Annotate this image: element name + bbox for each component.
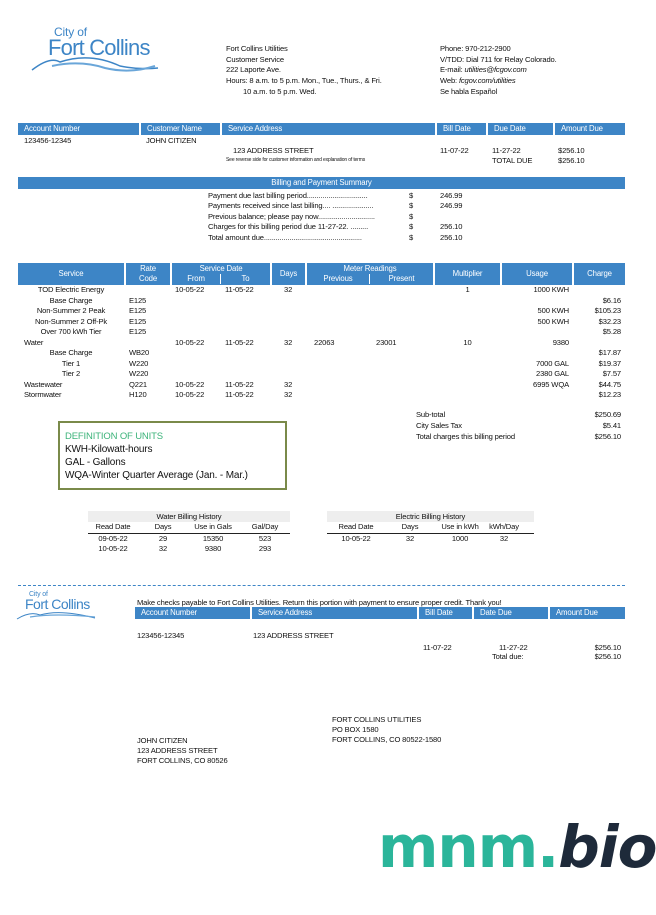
service-row xyxy=(0,306,643,316)
usage: 500 KWH xyxy=(537,316,569,326)
summary-value: 246.99 xyxy=(440,191,463,200)
history-cell: 10-05-22 xyxy=(341,534,371,543)
summary-currency: $ xyxy=(409,191,414,200)
logo-small-text: City of xyxy=(29,591,48,598)
email-link[interactable]: utilities@fcgov.com xyxy=(464,65,527,74)
history-cell: 32 xyxy=(499,534,509,543)
charge: $7.57 xyxy=(602,369,621,378)
service-row xyxy=(0,359,643,369)
summary-label: Previous balance; please pay now............................. xyxy=(208,212,375,221)
charge: $5.28 xyxy=(602,327,621,336)
th-service-date-label: Service Date xyxy=(199,264,243,273)
history-cell: 9380 xyxy=(204,544,222,553)
watermark xyxy=(378,812,656,882)
date-from: 10-05-22 xyxy=(175,285,205,294)
unit-line: WQA-Winter Quarter Average (Jan. - Mar.) xyxy=(65,470,248,481)
stub-col-bill-date: Bill Date xyxy=(419,607,474,619)
date-to: 11-05-22 xyxy=(225,379,254,389)
contact-line: 10 a.m. to 5 p.m. Wed. xyxy=(243,87,317,96)
history-cell: 32 xyxy=(405,534,415,543)
contact-line: Fort Collins Utilities xyxy=(226,44,288,53)
logo-big-text: Fort Collins xyxy=(25,596,90,612)
customer-line: 123 ADDRESS STREET xyxy=(137,746,218,755)
service-row xyxy=(0,338,643,348)
summary-label: Total amount due.................................................. xyxy=(208,233,362,242)
service-name: Non-Summer 2 Peak xyxy=(36,306,106,315)
total-label: Total charges this billing period xyxy=(416,432,515,441)
meter-present: 23001 xyxy=(376,337,397,347)
summary-value: 246.99 xyxy=(440,201,463,210)
date-to: 11-05-22 xyxy=(225,390,254,399)
service-row xyxy=(0,317,643,327)
service-name: Non-Summer 2 Off-Pk xyxy=(34,316,108,326)
charge: $6.16 xyxy=(602,295,621,305)
history-col-header: Gal/Day xyxy=(251,522,279,531)
charge: $44.75 xyxy=(598,379,621,389)
col-account-number: Account Number xyxy=(18,123,141,135)
th-previous: Previous xyxy=(307,274,370,284)
watermark-part1: mnm. xyxy=(378,813,559,881)
remit-line: FORT COLLINS, CO 80522-1580 xyxy=(332,735,442,744)
remit-address xyxy=(332,715,441,745)
summary-currency: $ xyxy=(409,201,414,210)
date-to: 11-05-22 xyxy=(225,337,254,347)
tear-off-line xyxy=(18,585,625,586)
wave-icon xyxy=(15,609,100,621)
account-number: 123456-12345 xyxy=(24,136,72,145)
customer-address xyxy=(137,736,228,766)
history-title: Electric Billing History xyxy=(327,511,534,522)
total-label: Sub-total xyxy=(416,410,446,419)
rate-code: W220 xyxy=(129,369,149,378)
usage: 9380 xyxy=(552,337,569,347)
date-from: 10-05-22 xyxy=(175,337,205,347)
web xyxy=(440,76,515,86)
stub-account-number: 123456-12345 xyxy=(137,631,185,640)
city-logo xyxy=(30,26,165,76)
service-row xyxy=(0,327,643,337)
usage: 6995 WQA xyxy=(533,379,569,389)
service-row xyxy=(0,390,643,400)
customer-line: JOHN CITIZEN xyxy=(137,736,188,745)
contact-line: Customer Service xyxy=(226,55,284,64)
stub-col-amount-due: Amount Due xyxy=(550,607,625,619)
stub-date-due: 11-27-22 xyxy=(499,643,528,652)
multiplier: 10 xyxy=(463,337,472,347)
service-name: Over 700 kWh Tier xyxy=(40,327,102,336)
service-table-header xyxy=(18,263,625,285)
history-title: Water Billing History xyxy=(88,511,290,522)
service-row xyxy=(0,285,643,295)
rate-code: E125 xyxy=(129,327,147,336)
history-cell: 29 xyxy=(158,534,168,543)
customer-name: JOHN CITIZEN xyxy=(146,136,197,145)
date-from: 10-05-22 xyxy=(175,379,205,389)
th-usage: Usage xyxy=(502,263,572,285)
stub-logo xyxy=(15,591,100,623)
summary-label: Payment due last billing period............................... xyxy=(208,191,368,200)
col-customer-name: Customer Name xyxy=(141,123,222,135)
rate-code: E125 xyxy=(129,316,147,326)
history-col-header: Days xyxy=(401,522,419,531)
remit-line: FORT COLLINS UTILITIES xyxy=(332,715,422,724)
stub-bill-date: 11-07-22 xyxy=(423,643,452,652)
usage: 2380 GAL xyxy=(536,369,569,378)
wave-icon xyxy=(30,54,165,74)
vtdd: V/TDD: Dial 711 for Relay Colorado. xyxy=(440,55,557,64)
meter-previous: 22063 xyxy=(314,337,335,347)
date-to: 11-05-22 xyxy=(225,285,254,294)
phone: Phone: 970-212-2900 xyxy=(440,44,511,53)
service-row xyxy=(0,348,643,358)
units-title: DEFINITION OF UNITS xyxy=(65,431,163,442)
logo-small-text: City of xyxy=(54,25,87,39)
summary-currency: $ xyxy=(409,222,414,231)
email xyxy=(440,65,527,75)
remit-line: PO BOX 1580 xyxy=(332,725,379,734)
days: 32 xyxy=(284,285,293,294)
history-col-header: Use in Gals xyxy=(194,522,232,531)
history-col-header: Read Date xyxy=(338,522,374,531)
th-rate: Rate xyxy=(140,264,156,273)
summary-currency: $ xyxy=(409,212,414,221)
service-name: TOD Electric Energy xyxy=(37,285,105,294)
service-address: 123 ADDRESS STREET xyxy=(233,146,314,155)
th-meter-label: Meter Readings xyxy=(343,264,397,273)
stub-header-bar xyxy=(135,607,625,619)
total-value: $250.69 xyxy=(594,410,621,419)
service-name: Tier 2 xyxy=(61,369,81,378)
rate-code: H120 xyxy=(129,390,147,399)
summary-value: 256.10 xyxy=(440,233,463,242)
th-days: Days xyxy=(272,263,305,285)
service-name: Base Charge xyxy=(49,348,93,357)
charge: $19.37 xyxy=(598,358,621,368)
days: 32 xyxy=(284,379,293,389)
units-definition-box xyxy=(58,421,287,490)
stub-col-date-due: Date Due xyxy=(474,607,550,619)
logo-big-text: Fort Collins xyxy=(48,35,150,60)
history-col-header: Read Date xyxy=(95,522,131,531)
total-value: $256.10 xyxy=(594,432,621,441)
reverse-note: See reverse side for customer information and explanation of terms xyxy=(226,157,366,163)
service-name: Tier 1 xyxy=(61,358,81,368)
date-from: 10-05-22 xyxy=(175,390,205,399)
col-bill-date: Bill Date xyxy=(437,123,488,135)
usage: 7000 GAL xyxy=(536,358,569,368)
rate-code: WB20 xyxy=(129,348,150,357)
stub-instruction: Make checks payable to Fort Collins Utilities. Return this portion with payment to ensure proper credit. Thank you! xyxy=(137,598,502,607)
stub-total-due: $256.10 xyxy=(594,652,621,661)
web-link[interactable]: fcgov.com/utilities xyxy=(458,76,516,85)
history-cell: 32 xyxy=(158,544,168,553)
total-label: City Sales Tax xyxy=(416,421,462,430)
th-meter xyxy=(307,263,433,285)
service-name: Base Charge xyxy=(49,295,93,305)
history-cell: 10-05-22 xyxy=(98,544,128,553)
summary-value: 256.10 xyxy=(440,222,463,231)
rate-code: W220 xyxy=(129,358,149,368)
contact-line: 222 Laporte Ave. xyxy=(226,65,281,74)
service-name: Wastewater xyxy=(24,379,63,389)
web-label: Web: xyxy=(440,76,459,85)
email-label: E-mail: xyxy=(440,65,465,74)
summary-title: Billing and Payment Summary xyxy=(18,177,625,189)
th-multiplier: Multiplier xyxy=(435,263,500,285)
contact-line: Hours: 8 a.m. to 5 p.m. Mon., Tue., Thurs., & Fri. xyxy=(226,76,382,85)
charge: $12.23 xyxy=(598,390,621,399)
history-cell: 523 xyxy=(258,534,272,543)
col-due-date: Due Date xyxy=(488,123,555,135)
stub-total-due-label: Total due: xyxy=(492,652,524,661)
unit-line: GAL - Gallons xyxy=(65,457,126,468)
electric-billing-history xyxy=(327,511,534,551)
stub-amount-due: $256.10 xyxy=(594,643,621,652)
col-amount-due: Amount Due xyxy=(555,123,625,135)
stub-col-account-number: Account Number xyxy=(135,607,252,619)
days: 32 xyxy=(284,390,293,399)
stub-service-address: 123 ADDRESS STREET xyxy=(253,631,334,640)
col-service-address: Service Address xyxy=(222,123,437,135)
charge: $32.23 xyxy=(598,316,621,326)
account-header-bar xyxy=(18,123,625,135)
summary-label: Payments received since last billing.... ..................... xyxy=(208,201,374,210)
bill-date: 11-07-22 xyxy=(440,146,469,155)
history-cell: 15350 xyxy=(202,534,224,543)
history-cell: 09-05-22 xyxy=(98,534,128,543)
usage: 500 KWH xyxy=(537,306,569,315)
water-billing-history xyxy=(88,511,290,561)
rate-code: E125 xyxy=(129,295,147,305)
total-due-label: TOTAL DUE xyxy=(492,156,533,165)
summary-currency: $ xyxy=(409,233,414,242)
rate-code: Q221 xyxy=(129,379,147,389)
history-cell: 293 xyxy=(258,544,272,553)
th-present: Present xyxy=(388,274,415,283)
service-name: Stormwater xyxy=(24,390,62,399)
history-col-header: Use in kWh xyxy=(441,522,479,531)
service-row xyxy=(0,369,643,379)
charge: $17.87 xyxy=(598,348,621,357)
th-service: Service xyxy=(18,263,124,285)
service-name: Water xyxy=(24,337,44,347)
th-rate-code xyxy=(126,263,170,285)
days: 32 xyxy=(284,337,293,347)
th-service-date xyxy=(172,263,270,285)
th-code: Code xyxy=(138,274,158,283)
total-value: $5.41 xyxy=(602,421,621,430)
history-cell: 1000 xyxy=(451,534,469,543)
watermark-part2: bio xyxy=(558,813,656,881)
summary-label: Charges for this billing period due 11-27-22. ......... xyxy=(208,222,369,231)
history-col-header: kWh/Day xyxy=(489,522,519,531)
th-to: To xyxy=(241,274,250,283)
th-charge: Charge xyxy=(574,263,625,285)
unit-line: KWH-Kilowatt-hours xyxy=(65,444,153,455)
usage: 1000 KWH xyxy=(533,285,569,294)
customer-line: FORT COLLINS, CO 80526 xyxy=(137,756,228,765)
total-due: $256.10 xyxy=(558,156,585,165)
multiplier: 1 xyxy=(465,285,470,294)
th-from: From xyxy=(172,274,221,284)
stub-col-service-address: Service Address xyxy=(252,607,419,619)
service-row xyxy=(0,296,643,306)
due-date: 11-27-22 xyxy=(492,146,521,155)
spanish: Se habla Español xyxy=(440,87,498,96)
service-row xyxy=(0,380,643,390)
history-col-header: Days xyxy=(154,522,172,531)
charge: $105.23 xyxy=(594,306,621,315)
amount-due: $256.10 xyxy=(558,146,585,155)
rate-code: E125 xyxy=(129,306,147,315)
